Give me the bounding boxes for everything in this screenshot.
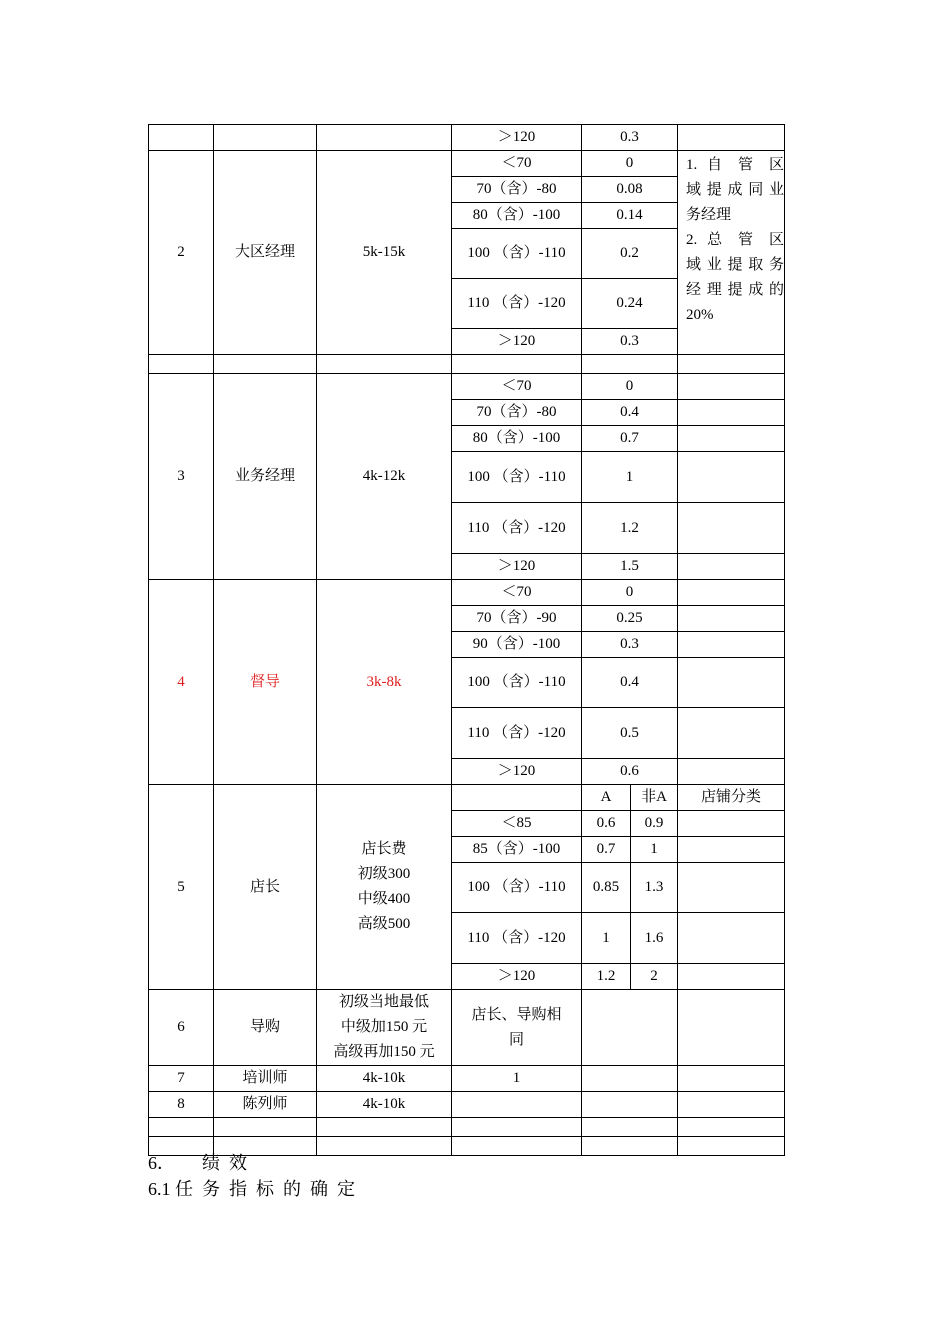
range-cell: 70（含）-90 [452, 606, 582, 632]
range-cell: 70（含）-80 [452, 400, 582, 426]
range-cell: 80（含）-100 [452, 203, 582, 229]
table-row [149, 1092, 785, 1118]
role-cell: 陈列师 [214, 1092, 317, 1118]
range-cell: 80（含）-100 [452, 426, 582, 452]
table-row [149, 1066, 785, 1092]
role-cell: 导购 [214, 990, 317, 1066]
rate-a-cell: 0.6 [582, 811, 631, 837]
row-number: 4 [149, 580, 214, 785]
rate-cell: 0.3 [582, 329, 678, 355]
note-cell: 1. 自 管 区 域 提 成 同 业 务经理 2. 总 管 区 域 业 提 取 务 经 理 提 成 的 20% [678, 151, 785, 355]
rate-cell: 0 [582, 374, 678, 400]
range-cell: 110 （含）-120 [452, 279, 582, 329]
range-cell: 110 （含）-120 [452, 708, 582, 759]
range-cell: ＞120 [452, 554, 582, 580]
rate-a-cell: 0.85 [582, 863, 631, 913]
row-number: 7 [149, 1066, 214, 1092]
header-store-class: 店铺分类 [678, 785, 785, 811]
salary-cell: 4k-12k [317, 374, 452, 580]
range-cell: 70（含）-80 [452, 177, 582, 203]
salary-cell: 5k-15k [317, 151, 452, 355]
rate-cell: 0.3 [582, 125, 678, 151]
rate-cell: 0.3 [582, 632, 678, 658]
rate-a-cell: 0.7 [582, 837, 631, 863]
rate-a-cell: 1 [582, 913, 631, 964]
range-cell: 110 （含）-120 [452, 913, 582, 964]
rate-cell: 0.4 [582, 658, 678, 708]
note-cell: 店长、导购相同 [452, 990, 582, 1066]
range-cell: 85（含）-100 [452, 837, 582, 863]
role-cell: 店长 [214, 785, 317, 990]
section-heading-6-1: 6.1 任 务 指 标 的 确 定 [148, 1179, 355, 1199]
role-cell: 培训师 [214, 1066, 317, 1092]
range-cell: 100 （含）-110 [452, 658, 582, 708]
rate-cell: 0.08 [582, 177, 678, 203]
salary-cell: 店长费 初级300 中级400 高级500 [317, 785, 452, 990]
row-number: 3 [149, 374, 214, 580]
header-a: A [582, 785, 631, 811]
rate-cell: 1.5 [582, 554, 678, 580]
rate-cell: 1 [582, 452, 678, 503]
table-row [149, 355, 785, 374]
rate-cell: 1 [452, 1066, 582, 1092]
row-number: 8 [149, 1092, 214, 1118]
rate-cell: 0.5 [582, 708, 678, 759]
rate-non-a-cell: 2 [631, 964, 678, 990]
role-cell: 大区经理 [214, 151, 317, 355]
range-cell: ＜70 [452, 374, 582, 400]
table-row [149, 1118, 785, 1137]
range-cell: ＜70 [452, 580, 582, 606]
rate-non-a-cell: 1.3 [631, 863, 678, 913]
rate-cell: 0.7 [582, 426, 678, 452]
rate-cell: 0.25 [582, 606, 678, 632]
rate-non-a-cell: 1 [631, 837, 678, 863]
table-row [149, 990, 785, 1066]
range-cell: ＜85 [452, 811, 582, 837]
range-cell: ＜70 [452, 151, 582, 177]
range-cell: 100 （含）-110 [452, 452, 582, 503]
row-number: 6 [149, 990, 214, 1066]
rate-non-a-cell: 1.6 [631, 913, 678, 964]
table-row [149, 151, 785, 177]
range-cell: ＞120 [452, 759, 582, 785]
range-cell: ＞120 [452, 329, 582, 355]
rate-cell: 0.24 [582, 279, 678, 329]
rate-cell: 1.2 [582, 503, 678, 554]
salary-cell: 4k-10k [317, 1066, 452, 1092]
table-row [149, 785, 785, 811]
rate-cell: 0.4 [582, 400, 678, 426]
range-cell: 100 （含）-110 [452, 229, 582, 279]
row-number: 2 [149, 151, 214, 355]
rate-cell: 0.6 [582, 759, 678, 785]
salary-cell: 3k-8k [317, 580, 452, 785]
commission-table [148, 124, 785, 1156]
row-number: 5 [149, 785, 214, 990]
rate-cell: 0 [582, 151, 678, 177]
salary-cell: 初级当地最低 中级加150 元 高级再加150 元 [317, 990, 452, 1066]
section-headings [148, 1150, 355, 1202]
rate-cell: 0 [582, 580, 678, 606]
header-non-a: 非A [631, 785, 678, 811]
role-cell: 业务经理 [214, 374, 317, 580]
role-cell: 督导 [214, 580, 317, 785]
range-cell: 90（含）-100 [452, 632, 582, 658]
range-cell: 110 （含）-120 [452, 503, 582, 554]
table-row [149, 580, 785, 606]
table-row [149, 374, 785, 400]
rate-cell: 0.14 [582, 203, 678, 229]
rate-cell: 0.2 [582, 229, 678, 279]
rate-non-a-cell: 0.9 [631, 811, 678, 837]
salary-cell: 4k-10k [317, 1092, 452, 1118]
section-heading-6: 6． 绩 效 [148, 1153, 247, 1173]
range-cell: ＞120 [452, 125, 582, 151]
rate-a-cell: 1.2 [582, 964, 631, 990]
table-row [149, 125, 785, 151]
range-cell: ＞120 [452, 964, 582, 990]
range-cell: 100 （含）-110 [452, 863, 582, 913]
